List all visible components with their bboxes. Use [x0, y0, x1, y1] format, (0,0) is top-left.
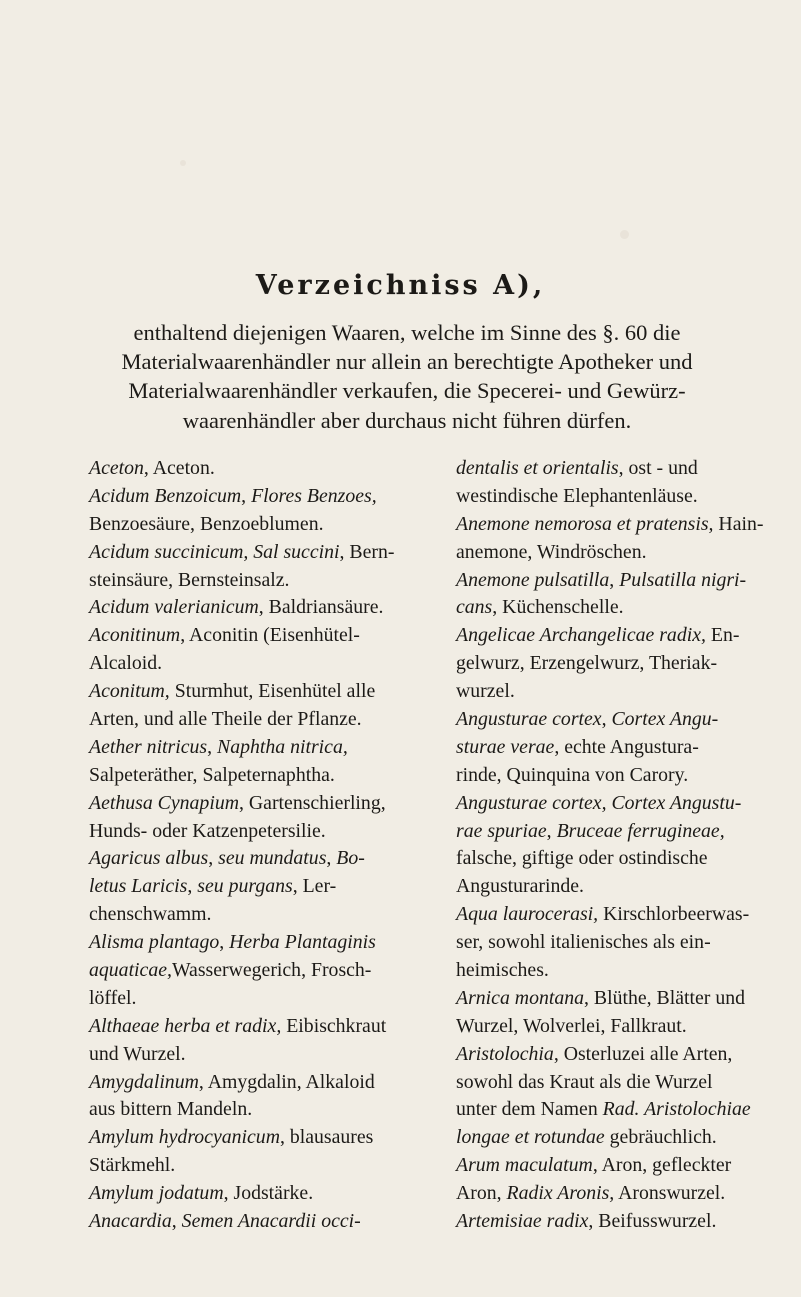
latin-term: Acidum Benzoicum — [89, 484, 242, 507]
latin-term: Amygdalinum — [89, 1070, 199, 1093]
entry-line — [89, 734, 387, 762]
intro-paragraph — [92, 318, 722, 435]
latin-term: Pulsatilla nigri- — [619, 568, 747, 591]
latin-term: Aqua laurocerasi, — [456, 903, 599, 926]
german-text: Stärkmehl. — [89, 1154, 176, 1177]
latin-term: seu mundatus — [218, 847, 327, 870]
german-text: Arten, und alle Theile der Pflanze. — [89, 708, 362, 731]
german-text: Aron, — [456, 1182, 507, 1205]
german-text: Wasserwegerich, Frosch- — [171, 959, 372, 982]
german-text: , — [208, 847, 219, 870]
left-column — [89, 455, 395, 1236]
german-text: , Aron, gefleckter — [592, 1154, 732, 1177]
entry-line — [89, 762, 387, 790]
latin-term: Acidum valerianicum — [89, 596, 259, 619]
german-text: löffel. — [89, 986, 137, 1009]
entry-line — [89, 1069, 387, 1097]
latin-term: longae et rotundae — [456, 1126, 605, 1149]
page-title: Verzeichniss A), — [255, 270, 546, 301]
right-column — [456, 455, 764, 1236]
german-text: , — [326, 847, 337, 870]
german-text: Alcaloid. — [89, 652, 163, 675]
latin-term: Flores Benzoes, — [251, 484, 377, 507]
latin-term: Rad. Aristolochiae — [602, 1098, 751, 1121]
german-text: Wurzel, Wolverlei, Fallkraut. — [456, 1014, 687, 1037]
entry-line — [89, 1124, 387, 1152]
entry-line — [89, 650, 387, 678]
german-text: En- — [705, 624, 740, 647]
german-text: Salpeteräther, Salpeternaphtha. — [89, 763, 335, 786]
latin-term: Amylum jodatum — [89, 1182, 224, 1205]
german-text: wurzel. — [456, 680, 515, 703]
german-text: , Amygdalin, Alkaloid — [198, 1070, 375, 1093]
german-text: , Jodstärke. — [223, 1182, 314, 1205]
entry-line — [89, 1180, 387, 1208]
german-text: gebräuchlich. — [604, 1126, 717, 1149]
german-text: sowohl das Kraut als die Wurzel — [456, 1070, 713, 1093]
german-text: anemone, Windröschen. — [456, 540, 647, 563]
latin-term: sturae verae — [456, 735, 555, 758]
latin-term: Bruceae ferrugineae, — [556, 819, 725, 842]
entry-line — [456, 873, 738, 901]
german-text: steinsäure, Bernsteinsalz. — [89, 568, 290, 591]
latin-term: Anemone pulsatilla — [456, 568, 610, 591]
german-text: , — [187, 875, 198, 898]
intro-line: Materialwaarenhändler verkaufen, die Specerei- und Gewürz- — [128, 378, 686, 404]
intro-line: enthaltend diejenigen Waaren, welche im Sinne des §. 60 die — [133, 320, 681, 345]
german-text: , Aceton. — [143, 457, 215, 479]
latin-term: seu purgans — [197, 875, 293, 898]
entry-line — [89, 929, 387, 957]
german-text: und Wurzel. — [89, 1042, 186, 1065]
entry-line — [89, 539, 395, 567]
german-text: , Aconitin (Eisenhütel- — [180, 624, 360, 647]
entry-line — [456, 1069, 738, 1097]
german-text: , Blüthe, Blätter und — [584, 986, 746, 1009]
latin-term: Anacardia — [89, 1210, 172, 1233]
entry-line — [456, 650, 738, 678]
german-text: unter dem Namen — [456, 1098, 603, 1121]
entry-line — [89, 622, 387, 650]
latin-term: Aristolochia — [456, 1042, 554, 1065]
latin-term: Bo- — [336, 847, 365, 870]
german-text: Hain- — [713, 512, 764, 535]
entry-line — [89, 455, 387, 483]
latin-term: rae spuriae — [456, 819, 547, 842]
entry-line — [456, 1096, 751, 1124]
latin-term: Aethusa Cynapium — [89, 791, 239, 814]
latin-term: aquaticae, — [89, 959, 172, 982]
german-text: Hunds- oder Katzenpetersilie. — [89, 819, 326, 842]
latin-term: cans — [456, 596, 493, 619]
intro-line: waarenhändler aber durchaus nicht führen dürfen. — [182, 407, 632, 433]
entry-line — [456, 818, 738, 846]
latin-term: Herba Plantaginis — [229, 931, 376, 954]
entry-line — [456, 845, 738, 873]
entry-line — [456, 1041, 738, 1069]
german-text: heimisches. — [456, 959, 549, 982]
entry-line — [456, 762, 738, 790]
latin-term: Aether nitricus — [89, 735, 208, 758]
entry-line — [89, 678, 387, 706]
latin-term: Angelicae Archangelicae radix, — [456, 624, 706, 647]
entry-line — [456, 790, 742, 818]
latin-term: Anemone nemorosa et pratensis, — [456, 512, 714, 535]
latin-term: Artemisiae radix — [456, 1210, 589, 1233]
entry-line — [456, 1152, 738, 1180]
entry-line — [89, 511, 387, 539]
german-text: , — [601, 708, 612, 731]
entry-line — [89, 1041, 387, 1069]
german-text: rinde, Quinquina von Carory. — [456, 763, 689, 786]
entry-line — [456, 706, 738, 734]
latin-term: Radix Aronis, — [506, 1182, 615, 1205]
entry-line — [89, 1152, 387, 1180]
latin-term: Semen Anacardii occi- — [181, 1210, 361, 1233]
entry-line — [456, 567, 747, 595]
entry-line — [456, 957, 738, 985]
german-text: westindische Elephantenläuse. — [456, 484, 698, 507]
latin-term: dentalis et orientalis — [456, 457, 619, 479]
german-text: , — [219, 931, 230, 954]
latin-term: Alisma plantago — [89, 931, 220, 954]
german-text: , — [241, 484, 252, 507]
entry-line — [89, 594, 387, 622]
intro-line: Materialwaarenhändler nur allein an berechtigte Apotheker und — [121, 349, 693, 375]
german-text: , — [609, 568, 620, 591]
latin-term: Arnica montana — [456, 986, 585, 1009]
entry-line — [456, 678, 738, 706]
german-text: , blausaures — [279, 1126, 374, 1149]
entry-line — [456, 901, 750, 929]
latin-term: Acidum succinicum, Sal succini — [89, 540, 340, 563]
latin-term: Angusturae cortex, Cortex Angustu- — [456, 791, 742, 814]
german-text: , — [207, 735, 218, 758]
entry-line — [456, 929, 738, 957]
entry-line — [89, 483, 387, 511]
german-text: aus bittern Mandeln. — [89, 1098, 253, 1121]
entry-line — [456, 985, 746, 1013]
german-text: , Gartenschierling, — [239, 791, 386, 814]
german-text: , Osterluzei alle Arten, — [553, 1042, 733, 1065]
entry-line — [89, 1208, 387, 1236]
latin-term: letus Laricis — [89, 875, 188, 898]
german-text: Benzoesäure, Benzoeblumen. — [89, 512, 324, 535]
german-text: , — [546, 819, 557, 842]
german-text: , Baldriansäure. — [258, 596, 384, 619]
entry-line — [89, 706, 387, 734]
entry-line — [89, 1096, 387, 1124]
latin-term: Althaeae herba et radix, — [89, 1014, 282, 1037]
entry-line — [89, 567, 387, 595]
latin-term: Aconitinum — [89, 624, 181, 647]
entry-line — [89, 957, 387, 985]
entry-line — [456, 483, 738, 511]
latin-term: Aconitum, — [89, 680, 170, 703]
entry-line — [456, 1180, 738, 1208]
german-text: falsche, giftige oder ostindische — [456, 847, 708, 870]
entry-line — [89, 1013, 387, 1041]
entry-line — [89, 873, 387, 901]
entry-line — [456, 1013, 738, 1041]
german-text: , ost - und — [618, 457, 698, 479]
entry-line — [89, 790, 387, 818]
german-text: , Ler- — [292, 875, 337, 898]
latin-term: Amylum hydrocyanicum — [89, 1126, 280, 1149]
german-text: Eibischkraut — [281, 1014, 387, 1037]
paper-spot — [620, 230, 629, 239]
latin-term: Naphtha nitrica, — [217, 735, 348, 758]
german-text: Kirschlorbeerwas- — [598, 903, 750, 926]
german-text: , echte Angustura- — [554, 735, 699, 758]
entry-line — [456, 511, 764, 539]
german-text: , Beifusswurzel. — [588, 1210, 717, 1233]
entry-line — [89, 985, 387, 1013]
entry-line — [456, 594, 738, 622]
latin-term: Cortex Angu- — [611, 708, 719, 731]
paper-spot — [180, 160, 186, 166]
entry-line — [89, 818, 387, 846]
entry-line — [456, 455, 738, 483]
german-text: Angusturarinde. — [456, 875, 584, 898]
entry-line — [456, 622, 738, 650]
entry-line — [456, 1208, 738, 1236]
entry-line — [456, 1124, 738, 1152]
latin-term: Agaricus albus — [89, 847, 209, 870]
latin-term: Arum maculatum — [456, 1154, 593, 1177]
german-text: Aronswurzel. — [614, 1182, 726, 1205]
entry-line — [89, 901, 387, 929]
entry-line — [456, 734, 738, 762]
entry-line — [456, 539, 738, 567]
latin-term: Aceton — [89, 457, 144, 479]
german-text: Sturmhut, Eisenhütel alle — [169, 680, 376, 703]
german-text: gelwurz, Erzengelwurz, Theriak- — [456, 652, 718, 675]
german-text: , Bern- — [339, 540, 395, 563]
german-text: chenschwamm. — [89, 903, 212, 926]
latin-term: Angusturae cortex — [456, 708, 602, 731]
german-text: , — [171, 1210, 182, 1233]
german-text: , Küchenschelle. — [492, 596, 624, 619]
german-text: ser, sowohl italienisches als ein- — [456, 931, 711, 954]
entry-line — [89, 845, 387, 873]
